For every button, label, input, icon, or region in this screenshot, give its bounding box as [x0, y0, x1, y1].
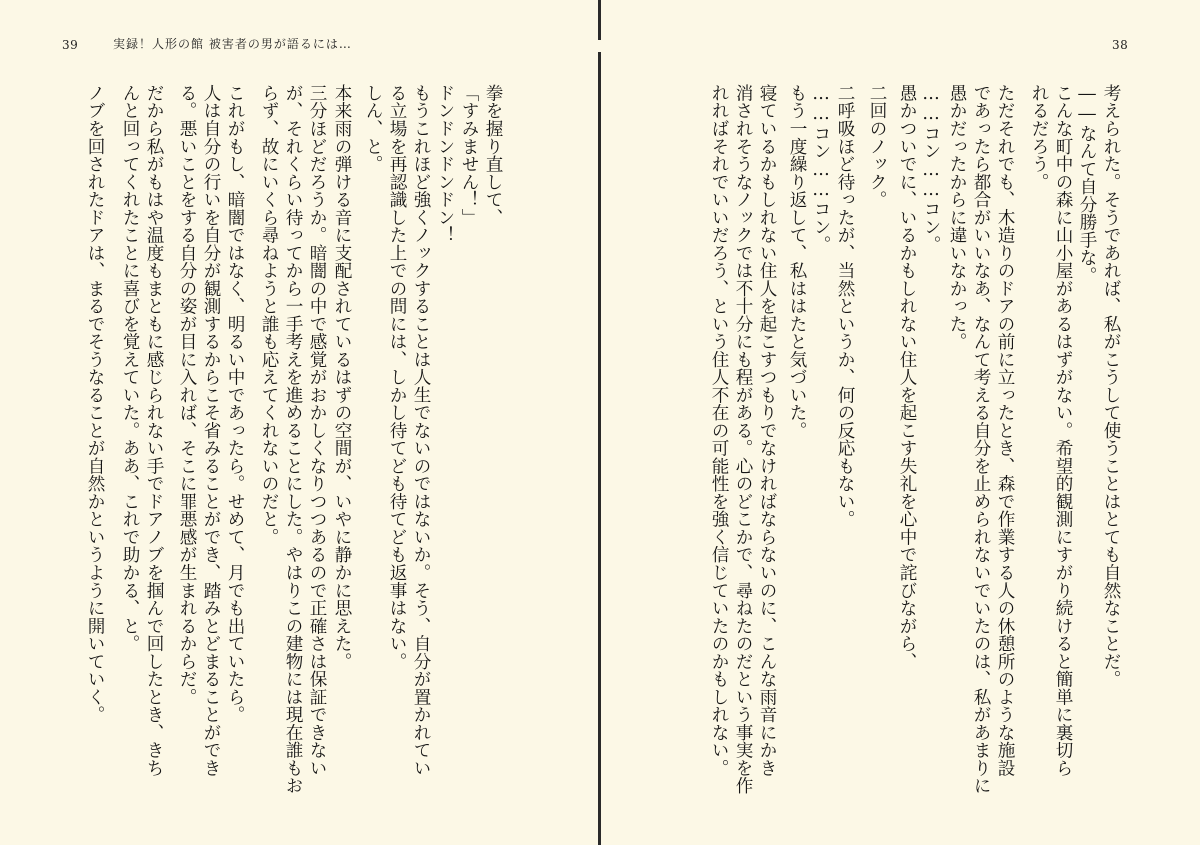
text-column: 消されそうなノックでは不十分にも程がある。心のどこかで、尋ねたのだという事実を作 [733, 84, 753, 795]
text-column: 愚かついでに、いるかもしれない住人を起こす失礼を心中で詫びながら、 [897, 84, 917, 671]
text-column: ……コン……コン。 [811, 84, 831, 254]
text-column: 本来雨の弾ける音に支配されているはずの空間が、いやに静かに思えた。 [332, 84, 352, 671]
text-column: 愚かだったからに違いなかった。 [947, 84, 967, 351]
text-column: もう一度繰り返して、私ははたと気づいた。 [787, 84, 807, 440]
text-column: 「すみません！」 [459, 84, 479, 227]
text-column: らず、故にいくら尋ねようと誰も応えてくれないのだと。 [259, 84, 279, 546]
text-column: 拳を握り直して、 [483, 84, 503, 227]
text-column: こんな町中の森に山小屋があるはずがない。希望的観測にすがり続けると簡単に裏切ら [1053, 84, 1073, 777]
text-column: ――なんて自分勝手な。 [1077, 84, 1097, 285]
text-column: ドンドンドンドン！ [435, 84, 455, 244]
text-column: る。悪いことをする自分の姿が目に入れば、そこに罪悪感が生まれるからだ。 [177, 84, 197, 706]
text-column: これがもし、暗闇ではなく、明るい中であったら。せめて、月でも出ていたら。 [225, 84, 245, 724]
page-number-right: 38 [1112, 38, 1129, 52]
text-column: れるだろう。 [1029, 84, 1049, 191]
text-column: であったら都合がいいなあ、なんて考える自分を止められないでいたのは、私があまりに [971, 84, 991, 795]
text-column: ……コン……コン。 [921, 84, 941, 254]
text-column: が、それくらい待ってから一手考えを進めることにした。やはりこの建物には現在誰もお [283, 84, 303, 795]
text-column: しん、と。 [363, 84, 383, 173]
text-column: る立場を再認識した上での問には、しかし待てども待てども返事はない。 [387, 84, 407, 671]
text-column: 考えられた。そうであれば、私がこうして使うことはとても自然なことだ。 [1101, 84, 1121, 688]
text-column: 二呼吸ほど待ったが、当然というか、何の反応もない。 [835, 84, 855, 528]
text-column: だから私がもはや温度もまともに感じられない手でドアノブを掴んで回したとき、きち [144, 84, 164, 777]
text-column: んと回ってくれたことに喜びを覚えていた。ああ、これで助かる、と。 [120, 84, 140, 653]
text-column: れればそれでいいだろう、という住人不在の可能性を強く信じていたのかもしれない。 [709, 84, 729, 777]
text-column: 寝ているかもしれない住人を起こすつもりでなければならないのに、こんな雨音にかき [757, 84, 777, 777]
page-number-left: 39 [62, 38, 79, 52]
text-column: 人は自分の行いを自分が観測するからこそ省みることができ、踏みとどまることができ [201, 84, 221, 777]
text-column: ただそれでも、木造りのドアの前に立ったとき、森で作業する人の休憩所のような施設 [995, 84, 1015, 777]
text-column: 三分ほどだろうか。暗闇の中で感覚がおかしくなりつつあるので正確さは保証できない [307, 84, 327, 777]
page-gutter [598, 0, 604, 845]
text-column: 二回のノック。 [867, 84, 887, 209]
text-column: ノブを回されたドアは、まるでそうなることが自然かというように開いていく。 [85, 84, 105, 724]
running-head: 実録！人形の館 被害者の男が語るには… [113, 37, 352, 51]
text-column: もうこれほど強くノックすることは人生でないのではないか。そう、自分が置かれてい [411, 84, 431, 777]
